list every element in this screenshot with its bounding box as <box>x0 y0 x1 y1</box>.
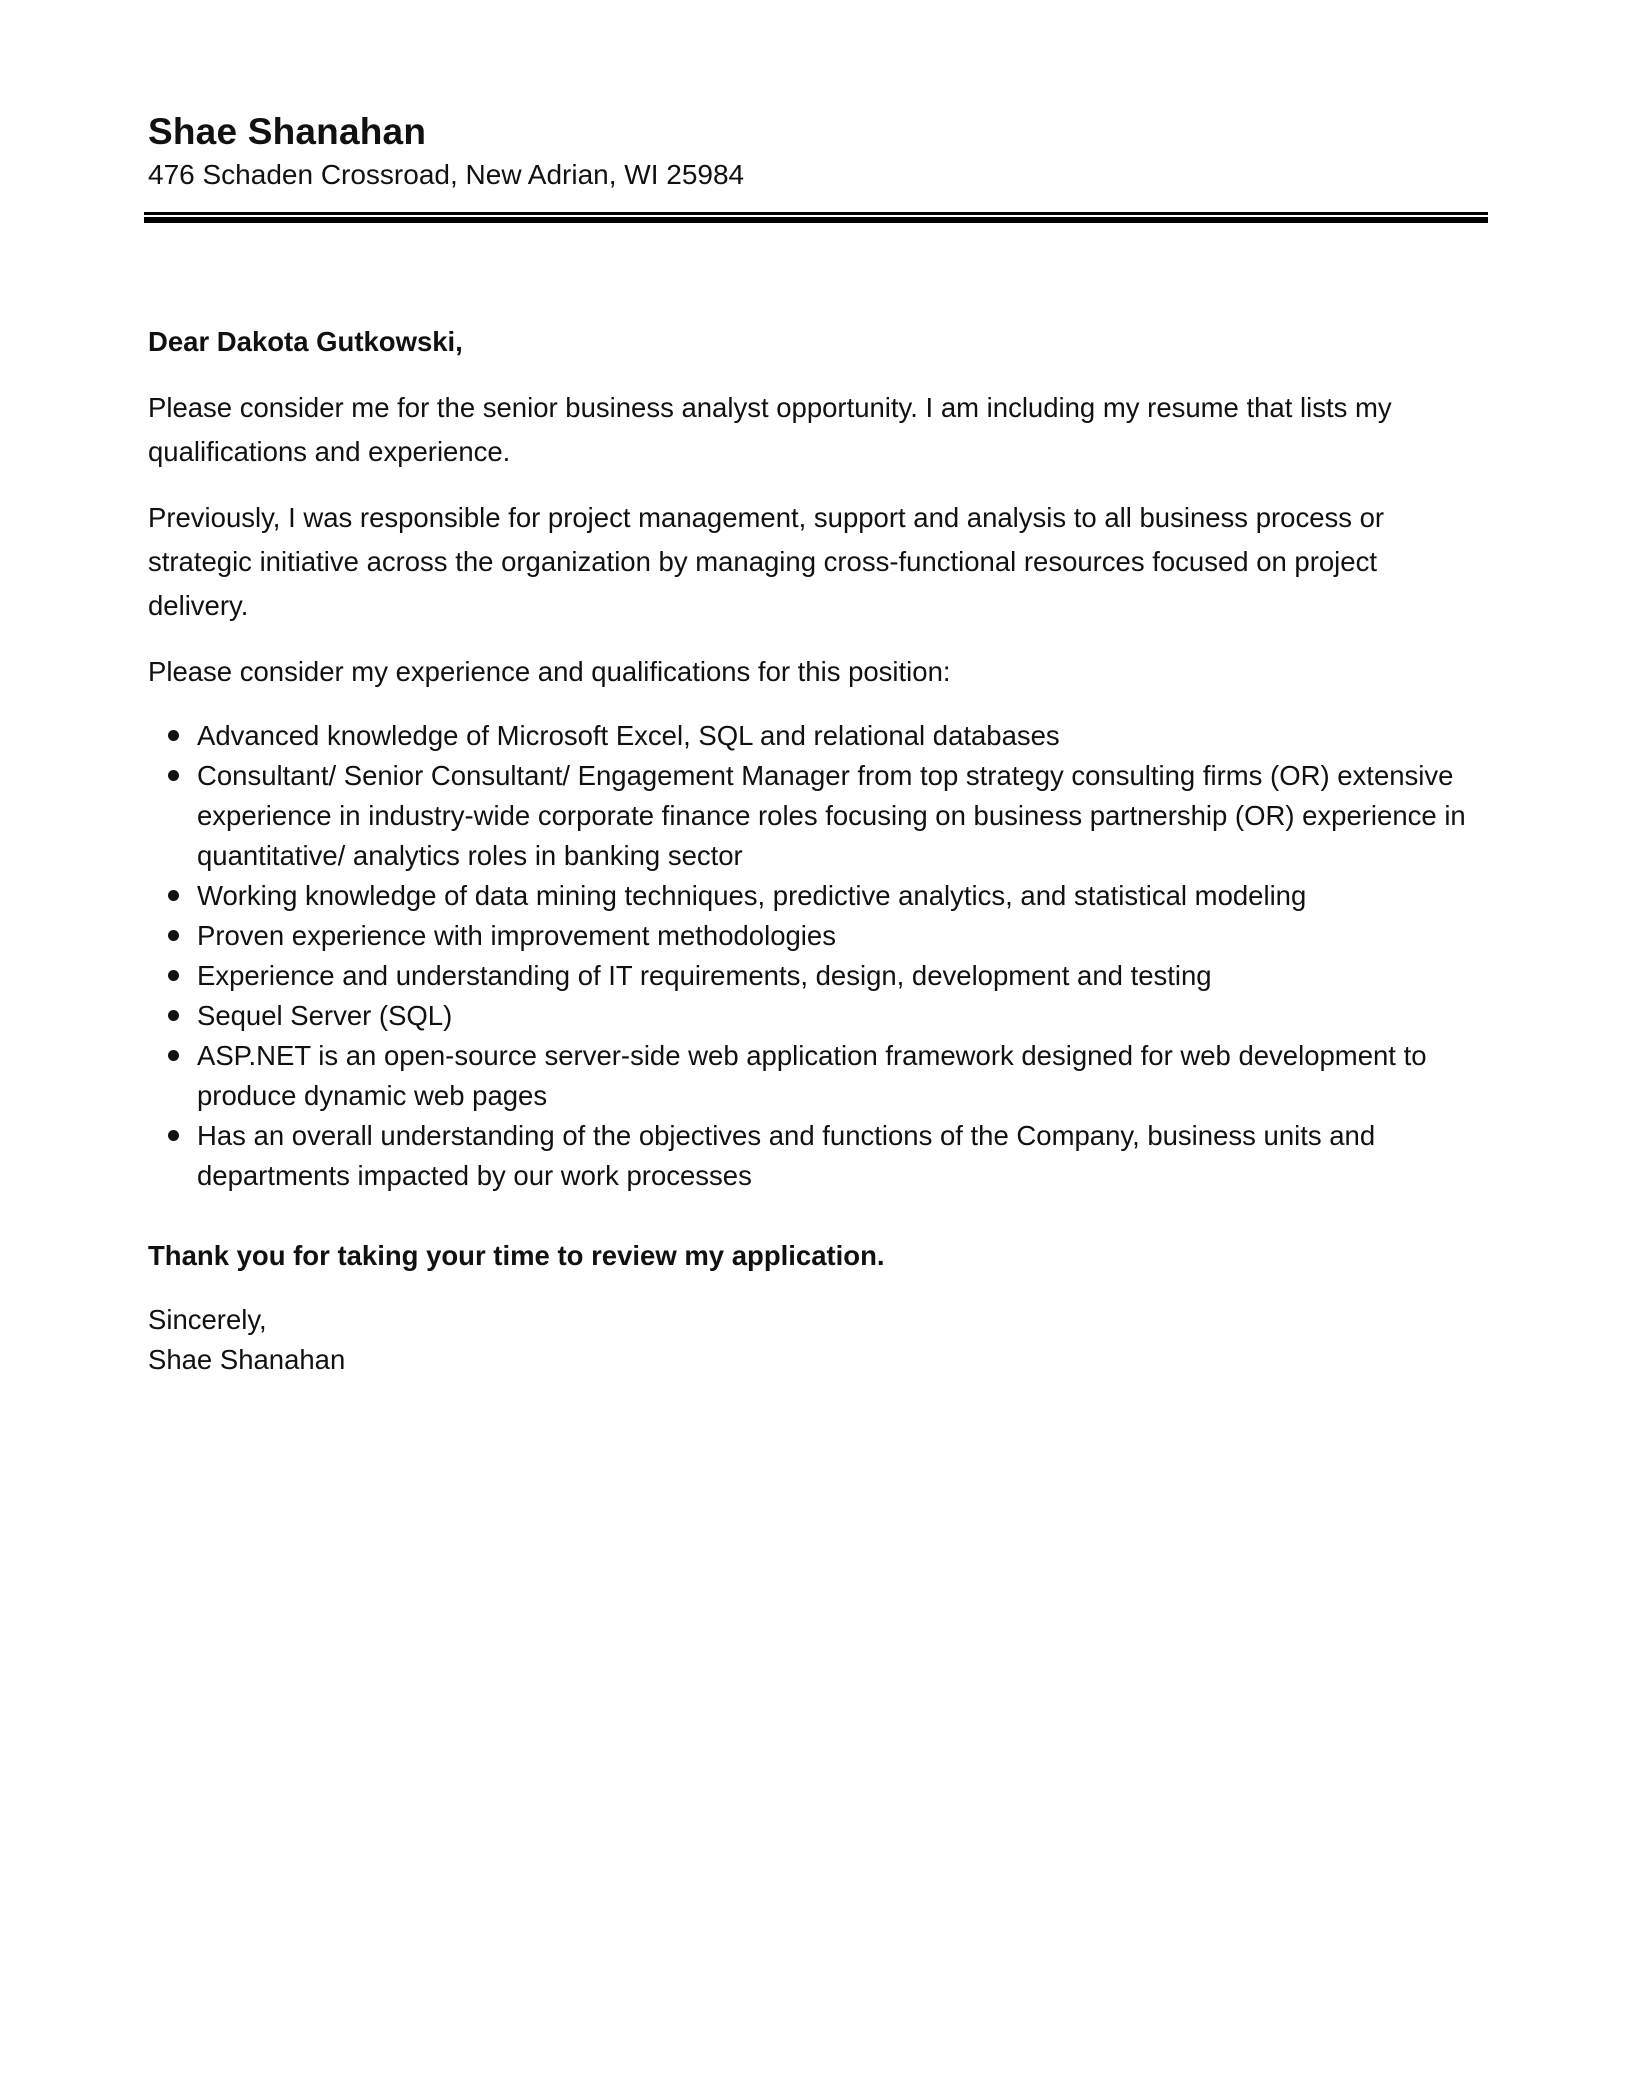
thank-you-line: Thank you for taking your time to review my application. <box>148 1240 885 1271</box>
list-item <box>148 1116 1484 1196</box>
list-item-text: Proven experience with improvement methodologies <box>197 920 836 951</box>
list-item-text: Sequel Server (SQL) <box>197 1000 453 1031</box>
bullet-icon <box>168 1130 179 1141</box>
header-divider <box>144 212 1488 222</box>
salutation: Dear Dakota Gutkowski, <box>148 326 463 357</box>
bullet-icon <box>168 970 179 981</box>
list-item <box>148 876 1484 916</box>
list-item-text: Has an overall understanding of the objectives and functions of the Company, business units and departments impacted by our work processes <box>197 1120 1376 1191</box>
sender-name: Shae Shanahan <box>148 111 427 152</box>
divider-thin-line <box>144 212 1488 215</box>
paragraph-qualifications-lead: Please consider my experience and qualifications for this position: <box>148 656 951 687</box>
list-item <box>148 1036 1484 1116</box>
bullet-icon <box>168 890 179 901</box>
list-item <box>148 756 1484 876</box>
list-item <box>148 956 1484 996</box>
divider-thick-line <box>144 217 1488 223</box>
qualifications-list <box>148 716 1484 1196</box>
letter-body <box>148 320 1484 1380</box>
list-item <box>148 916 1484 956</box>
bullet-icon <box>168 930 179 941</box>
bullet-icon <box>168 1050 179 1061</box>
letter-header <box>148 108 1484 194</box>
signature-name: Shae Shanahan <box>148 1344 346 1375</box>
paragraph-intro: Please consider me for the senior business analyst opportunity. I am including my resume that lists my qualifications and experience. <box>148 392 1392 467</box>
bullet-icon <box>168 1010 179 1021</box>
bullet-icon <box>168 730 179 741</box>
bullet-icon <box>168 770 179 781</box>
closing: Sincerely, <box>148 1304 267 1335</box>
sender-address: 476 Schaden Crossroad, New Adrian, WI 25984 <box>148 159 745 190</box>
list-item-text: Working knowledge of data mining techniques, predictive analytics, and statistical modeling <box>197 880 1307 911</box>
list-item <box>148 716 1484 756</box>
list-item <box>148 996 1484 1036</box>
list-item-text: Experience and understanding of IT requirements, design, development and testing <box>197 960 1212 991</box>
list-item-text: Advanced knowledge of Microsoft Excel, SQL and relational databases <box>197 720 1060 751</box>
list-item-text: ASP.NET is an open-source server-side web application framework designed for web development to produce dynamic web pages <box>197 1040 1427 1111</box>
paragraph-experience: Previously, I was responsible for project management, support and analysis to all business process or strategic initiative across the organization by managing cross-functional resources focused on project delivery. <box>148 502 1385 621</box>
list-item-text: Consultant/ Senior Consultant/ Engagement Manager from top strategy consulting firms (OR) extensive experience in industry-wide corporate finance roles focusing on business partnership (OR) experience in quantitative/ analytics roles in banking sector <box>197 760 1466 871</box>
